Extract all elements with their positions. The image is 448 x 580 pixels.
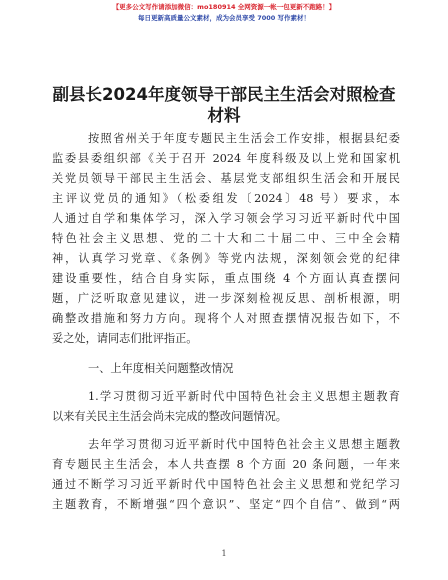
body-text-line: 神，认真学习党章、《条例》等党内法规，深刻领会党的纪律 [52,252,400,265]
body-text-line: 按照省州关于年度专题民主生活会工作安排，根据县纪委 [88,132,400,145]
body-text-line: 确整改措施和努力方向。现将个人对照查摆情况报告如下，不 [52,312,400,325]
body-text-line: 人通过自学和集体学习，深入学习领会学习习近平新时代中国 [52,212,400,225]
body-text-line: 主题教育，不断增强“四个意识”、坚定“四个自信”、做到“两 [52,498,400,511]
body-text-line: 题，广泛听取意见建议，进一步深刻检视反思、剖析根源，明 [52,292,400,305]
body-text-line: 关党员领导干部民主生活会、基层党支部组织生活会和开展民 [52,172,400,185]
body-text-line: 通过不断学习习近平新时代中国特色社会主义思想和党纪学习 [52,478,400,491]
body-text-line: 建设重要性，结合自身实际，重点围绕 4 个方面认真查摆问 [52,272,400,285]
section-heading: 一、上年度相关问题整改情况 [88,362,234,375]
body-text-line: 妥之处，请同志们批评指正。 [52,332,198,345]
promo-banner-line-2: 每日更新高质量公文素材，成为会员享受 7000 写作素材！ [137,14,311,22]
body-text-line: 主评议党员的通知》（松委组发〔2024〕48 号）要求，本 [52,192,400,205]
body-text-line: 育专题民主生活会，本人共查摆 8 个方面 20 条问题，一年来 [52,458,400,471]
promo-banner-line-1: 【更多公文写作请添加微信：mo180914 全网资源一帐一包更新不跑路！】 [112,3,336,11]
document-title-line-2: 材料 [207,106,241,125]
body-text-line: 去年学习贯彻习近平新时代中国特色社会主义思想主题教 [88,438,400,451]
subsection-heading: 1.学习贯彻习近平新时代中国特色社会主义思想主题教育 [88,390,400,403]
body-text-line: 特色社会主义思想、党的二十大和二十届二中、三中全会精 [52,232,400,245]
page-number: 1 [221,549,227,558]
body-text-line: 监委县委组织部《关于召开 2024 年度科级及以上党和国家机 [52,152,400,165]
subsection-heading: 以来有关民主生活会尚未完成的整改问题情况。 [52,410,287,423]
document-title-line-1: 副县长2024年度领导干部民主生活会对照检查 [52,85,396,104]
